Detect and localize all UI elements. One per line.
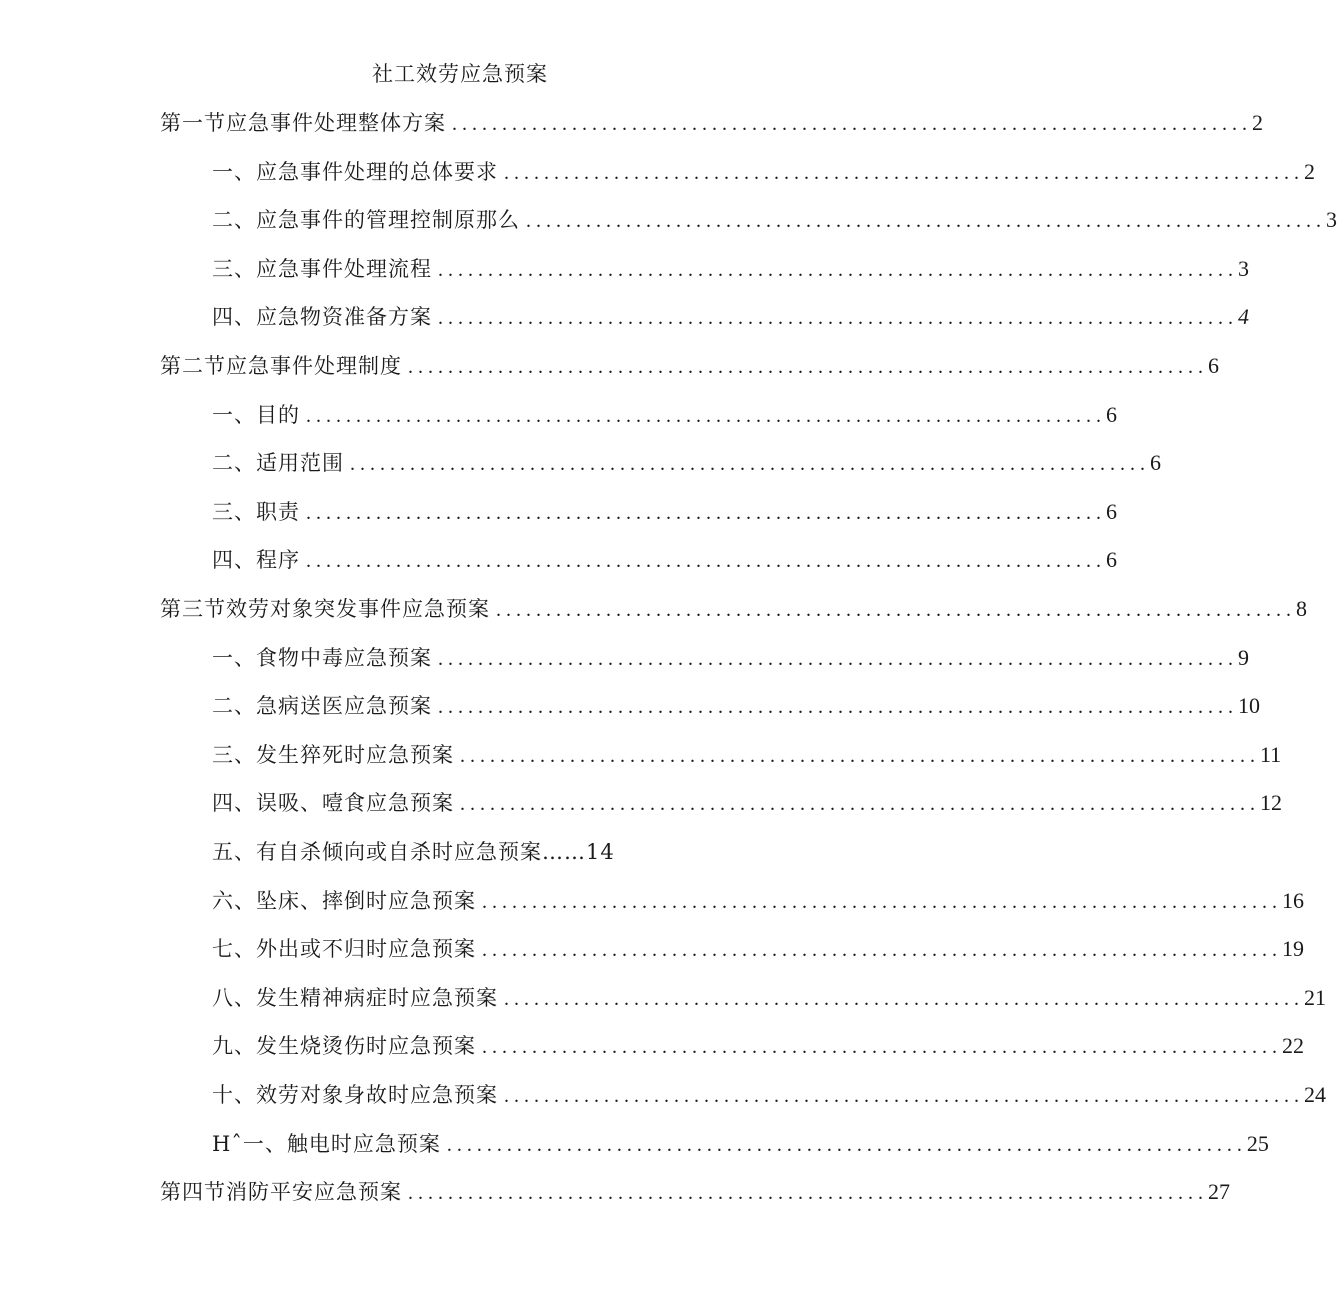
toc-page-number: 4 — [1238, 304, 1249, 330]
toc-entry-label: 四、误吸、噎食应急预案 — [212, 791, 454, 816]
toc-leader-dots: ................................................................................ — [482, 890, 1282, 913]
toc-entry-label: 七、外出或不归时应急预案 — [212, 937, 476, 962]
toc-page-number: 25 — [1246, 1130, 1269, 1156]
toc-leader-dots: ................................................................................ — [504, 987, 1304, 1010]
toc-page-number: 10 — [1238, 693, 1260, 719]
toc-leader-dots: ................................................................................ — [408, 356, 1208, 378]
toc-entry[interactable] — [212, 929, 1304, 969]
toc-page-number: 22 — [1282, 1033, 1304, 1059]
toc-entry-label: 四、程序 — [212, 548, 300, 573]
toc-leader-dots: ................................................................................ — [504, 1085, 1304, 1107]
toc-leader-dots: ................................................................................ — [482, 939, 1282, 962]
toc-leader-dots: ................................................................................ — [438, 647, 1238, 670]
toc-page-number: 24 — [1304, 1082, 1326, 1107]
toc-leader-dots: ................................................................................ — [350, 453, 1150, 476]
toc-page-number: 6 — [1106, 498, 1117, 524]
toc-entry-label: 九、发生烧烫伤时应急预案 — [212, 1034, 476, 1059]
toc-entry-label: 五、有自杀倾向或自杀时应急预案……14 — [212, 840, 615, 864]
toc-leader-dots: ................................................................................ — [306, 501, 1106, 524]
toc-leader-dots: ................................................................................ — [504, 161, 1304, 184]
toc-leader-dots: ................................................................................ — [306, 404, 1106, 427]
toc-entry-label: 三、应急事件处理流程 — [212, 256, 432, 281]
toc-page-number: 2 — [1304, 158, 1315, 184]
toc-entry[interactable] — [212, 492, 1117, 532]
toc-entry-label: 三、发生猝死时应急预案 — [212, 742, 454, 767]
toc-page-number: 6 — [1150, 450, 1161, 476]
toc-entry-label: 八、发生精神病症时应急预案 — [212, 985, 498, 1010]
toc-leader-dots: ................................................................................ — [460, 793, 1260, 816]
toc-entry-label: 三、职责 — [212, 499, 300, 524]
toc-leader-dots: ................................................................................ — [526, 210, 1326, 233]
toc-entry-label: 第一节应急事件处理整体方案 — [160, 111, 446, 135]
toc-entry[interactable] — [212, 395, 1117, 435]
toc-leader-dots: ................................................................................ — [438, 696, 1238, 719]
toc-entry-label: 十、效劳对象身故时应急预案 — [212, 1083, 498, 1107]
document-title: 社工效劳应急预案 — [372, 62, 548, 86]
toc-entry-label: 一、食物中毒应急预案 — [212, 645, 432, 670]
toc-page-number: 21 — [1304, 984, 1326, 1010]
toc-entry-label: 第三节效劳对象突发事件应急预案 — [160, 597, 490, 621]
toc-page-number: 6 — [1106, 401, 1117, 427]
toc-leader-dots: ................................................................................ — [446, 1133, 1247, 1156]
toc-page-number: 3 — [1238, 255, 1249, 281]
toc-entry[interactable] — [212, 783, 1282, 823]
toc-entry[interactable] — [212, 1075, 1326, 1115]
toc-entry[interactable] — [212, 638, 1249, 678]
toc-entry[interactable] — [212, 881, 1304, 921]
toc-entry[interactable] — [212, 832, 698, 872]
toc-entry[interactable] — [212, 735, 1282, 775]
toc-leader-dots: ................................................................................ — [438, 258, 1238, 281]
toc-leader-dots: ................................................................................ — [408, 1182, 1208, 1205]
toc-entry-label: 六、坠床、摔倒时应急预案 — [212, 888, 476, 913]
toc-entry[interactable] — [212, 686, 1260, 726]
toc-page-number: 3 — [1326, 207, 1337, 233]
toc-entry[interactable] — [212, 297, 1249, 337]
toc-entry-label: 二、适用范围 — [212, 451, 344, 476]
toc-entry-label: 二、急病送医应急预案 — [212, 694, 432, 719]
toc-entry-label: 四、应急物资准备方案 — [212, 305, 432, 330]
toc-entry-label: 第四节消防平安应急预案 — [160, 1180, 402, 1205]
toc-entry-label: 一、目的 — [212, 402, 300, 427]
toc-leader-dots: ................................................................................ — [452, 113, 1252, 135]
toc-page-number: 9 — [1238, 644, 1249, 670]
toc-page-number: 11 — [1260, 741, 1282, 767]
toc-leader-dots: ................................................................................ — [496, 599, 1296, 621]
toc-entry-label: Hˆ一、触电时应急预案 — [212, 1131, 441, 1156]
toc-page-number: 19 — [1282, 936, 1304, 962]
toc-entry[interactable] — [212, 200, 1337, 240]
toc-page-number: 27 — [1208, 1179, 1230, 1205]
toc-leader-dots: ................................................................................ — [482, 1036, 1282, 1059]
toc-entry[interactable] — [212, 443, 1161, 483]
toc-leader-dots: ................................................................................ — [438, 307, 1238, 330]
toc-entry[interactable] — [160, 103, 1263, 143]
toc-entry[interactable] — [212, 152, 1315, 192]
toc-page-number: 16 — [1282, 887, 1304, 913]
toc-page-number: 6 — [1106, 547, 1117, 573]
toc-page-number: 8 — [1296, 596, 1307, 621]
toc-entry[interactable] — [212, 540, 1117, 580]
toc-entry-label: 第二节应急事件处理制度 — [160, 354, 402, 378]
toc-page-number: 2 — [1252, 110, 1263, 135]
toc-entry[interactable] — [160, 589, 1307, 629]
toc-entry-label: 二、应急事件的管理控制原那么 — [212, 208, 520, 233]
toc-entry-label: 一、应急事件处理的总体要求 — [212, 159, 498, 184]
toc-entry[interactable] — [160, 1172, 1230, 1212]
toc-entry[interactable] — [212, 249, 1249, 289]
toc-entry[interactable] — [160, 346, 1219, 386]
toc-page-number: 12 — [1260, 790, 1282, 816]
toc-entry[interactable] — [212, 1124, 1269, 1164]
toc-entry[interactable] — [212, 1026, 1304, 1066]
toc-leader-dots: ................................................................................ — [306, 550, 1106, 573]
toc-page-number: 6 — [1208, 353, 1219, 378]
toc-leader-dots: ................................................................................ — [460, 744, 1260, 767]
toc-entry[interactable] — [212, 978, 1326, 1018]
